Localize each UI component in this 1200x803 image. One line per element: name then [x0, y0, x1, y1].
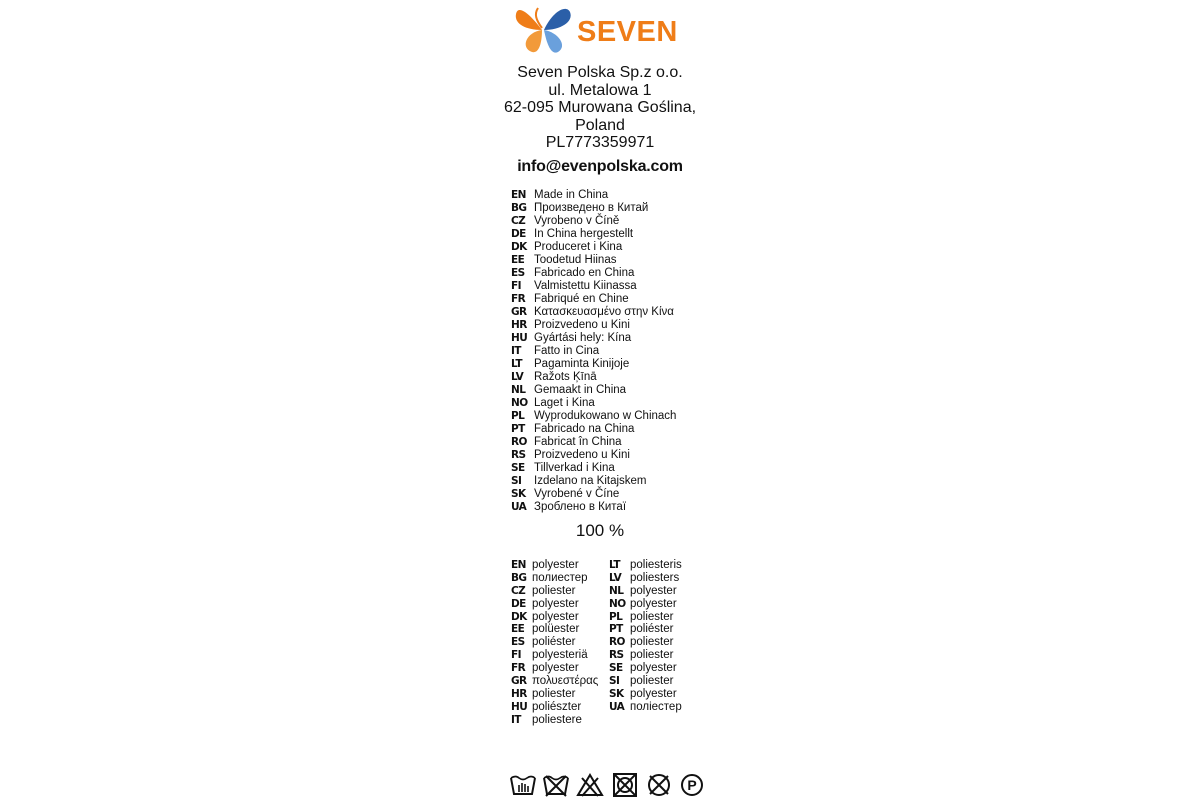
- list-item: [609, 701, 682, 714]
- language-code: GR: [511, 675, 527, 688]
- list-item: [511, 623, 598, 636]
- do-not-iron-icon: [612, 772, 638, 803]
- translation-text: Fabricat în China: [534, 436, 622, 448]
- translation-text: poliester: [630, 649, 674, 662]
- language-code: IT: [511, 713, 521, 726]
- list-item: [511, 449, 676, 462]
- address-line: Seven Polska Sp.z o.o.: [517, 64, 683, 81]
- professional-clean-p-icon: [679, 772, 705, 803]
- language-code: CZ: [511, 215, 526, 227]
- list-item: [511, 423, 676, 436]
- translation-text: Gyártási hely: Kína: [534, 332, 632, 344]
- language-code: DE: [511, 597, 526, 610]
- language-code: PT: [609, 623, 623, 636]
- language-code: HU: [511, 332, 528, 344]
- language-code: LT: [511, 358, 522, 370]
- language-code: NL: [609, 584, 624, 597]
- translation-text: poliester: [630, 610, 674, 623]
- list-item: [511, 241, 676, 254]
- language-code: SI: [511, 475, 522, 487]
- butterfly-icon: [512, 0, 576, 60]
- language-code: PL: [511, 410, 525, 422]
- language-code: ES: [511, 267, 525, 279]
- translation-text: poliester: [630, 636, 674, 649]
- language-code: NL: [511, 384, 526, 396]
- translation-text: poliesteris: [630, 559, 682, 571]
- translation-text: polyester: [630, 584, 677, 597]
- translation-text: Fabricado en China: [534, 267, 635, 279]
- language-code: DE: [511, 228, 526, 240]
- translation-text: поліестер: [630, 700, 682, 713]
- language-code: UA: [511, 501, 527, 513]
- translation-text: Ražots Ķīnā: [534, 371, 597, 383]
- language-code: LV: [609, 571, 622, 584]
- product-label: [495, 0, 705, 800]
- translation-text: polyester: [532, 610, 579, 623]
- language-code: RS: [609, 649, 624, 662]
- address-line: PL7773359971: [545, 134, 655, 151]
- list-item: [511, 488, 676, 501]
- list-item: [511, 319, 676, 332]
- translation-text: Laget i Kina: [534, 397, 595, 409]
- list-item: [511, 611, 598, 624]
- language-code: EE: [511, 623, 525, 636]
- translation-text: polyester: [630, 687, 677, 700]
- language-code: EE: [511, 254, 525, 266]
- language-code: SK: [511, 488, 526, 500]
- translation-text: poliéster: [630, 623, 674, 636]
- list-item: [511, 688, 598, 701]
- list-item: [511, 267, 676, 280]
- language-code: PL: [609, 610, 623, 623]
- list-item: [609, 688, 682, 701]
- list-item: [511, 475, 676, 488]
- list-item: [609, 649, 682, 662]
- translation-text: Vyrobeno v Číně: [534, 215, 620, 227]
- language-code: FI: [511, 649, 521, 662]
- list-item: [609, 598, 682, 611]
- translation-text: poliester: [630, 675, 674, 688]
- translation-text: Valmistettu Kiinassa: [534, 280, 637, 292]
- translation-text: Fatto in Cina: [534, 345, 600, 357]
- do-not-tumble-dry-icon: [576, 772, 604, 803]
- material-list-left: [511, 559, 598, 727]
- material-list-right: [609, 559, 682, 714]
- language-code: FI: [511, 280, 521, 292]
- do-not-dry-clean-icon: [646, 772, 672, 803]
- translation-text: Wyprodukowano w Chinach: [534, 410, 677, 422]
- translation-text: Tillverkad i Kina: [534, 462, 615, 474]
- translation-text: полиестер: [532, 571, 588, 584]
- list-item: [511, 189, 676, 202]
- list-item: [511, 202, 676, 215]
- list-item: [511, 345, 676, 358]
- language-code: EN: [511, 189, 526, 201]
- list-item: [511, 462, 676, 475]
- list-item: [511, 410, 676, 423]
- list-item: [609, 559, 682, 572]
- translation-text: Pagaminta Kinijoje: [534, 358, 630, 370]
- language-code: HR: [511, 319, 527, 331]
- list-item: [511, 254, 676, 267]
- translation-text: polyester: [532, 597, 579, 610]
- language-code: IT: [511, 345, 521, 357]
- do-not-bleach-icon: [542, 772, 570, 803]
- language-code: RS: [511, 449, 526, 461]
- translation-text: polyester: [630, 597, 677, 610]
- list-item: [609, 585, 682, 598]
- list-item: [511, 397, 676, 410]
- list-item: [511, 559, 598, 572]
- list-item: [511, 436, 676, 449]
- language-code: NO: [609, 597, 626, 610]
- translation-text: poliéster: [532, 636, 576, 649]
- list-item: [511, 714, 598, 727]
- list-item: [609, 636, 682, 649]
- language-code: HU: [511, 700, 528, 713]
- translation-text: polyester: [532, 559, 579, 571]
- list-item: [609, 662, 682, 675]
- translation-text: πολυεστέρας: [532, 675, 599, 688]
- translation-text: polüester: [532, 623, 580, 636]
- language-code: SI: [609, 675, 620, 688]
- translation-text: Produceret i Kina: [534, 241, 623, 253]
- language-code: HR: [511, 687, 527, 700]
- list-item: [511, 662, 598, 675]
- translation-text: polyesteriä: [532, 649, 588, 662]
- list-item: [511, 585, 598, 598]
- translation-text: Gemaakt in China: [534, 384, 627, 396]
- list-item: [511, 384, 676, 397]
- translation-text: Fabricado na China: [534, 423, 635, 435]
- language-code: DK: [511, 610, 527, 623]
- hand-wash-icon: [509, 772, 537, 803]
- list-item: [609, 675, 682, 688]
- list-item: [609, 623, 682, 636]
- translation-text: Izdelano na Kitajskem: [534, 475, 647, 487]
- list-item: [511, 501, 676, 514]
- language-code: RO: [511, 436, 527, 448]
- company-address: [495, 64, 705, 152]
- care-p-letter: P: [687, 777, 697, 793]
- list-item: [511, 649, 598, 662]
- address-line: Poland: [575, 116, 625, 134]
- translation-text: Proizvedeno u Kini: [534, 449, 630, 461]
- list-item: [511, 371, 676, 384]
- translation-text: Произведено в Китай: [534, 202, 649, 214]
- language-code: NO: [511, 397, 528, 409]
- list-item: [511, 598, 598, 611]
- translation-text: Fabriqué en Chine: [534, 293, 629, 305]
- list-item: [511, 228, 676, 241]
- language-code: PT: [511, 423, 525, 435]
- list-item: [511, 306, 676, 319]
- translation-text: Κατασκευασμένο στην Κίνα: [534, 306, 674, 318]
- language-code: GR: [511, 306, 527, 318]
- list-item: [609, 572, 682, 585]
- translation-text: Proizvedeno u Kini: [534, 319, 630, 331]
- translation-text: poliestere: [532, 713, 582, 726]
- translation-text: poliester: [532, 584, 576, 597]
- language-code: FR: [511, 662, 526, 675]
- language-code: DK: [511, 241, 527, 253]
- translation-text: poliesters: [630, 571, 680, 584]
- language-code: SE: [511, 462, 525, 474]
- translation-text: Зроблено в Китаї: [534, 501, 627, 513]
- contact-email: info@evenpolska.com: [517, 158, 683, 175]
- language-code: UA: [609, 700, 625, 713]
- address-line: ul. Metalowa 1: [548, 81, 652, 99]
- list-item: [511, 701, 598, 714]
- list-item: [511, 215, 676, 228]
- translation-text: Made in China: [534, 189, 609, 201]
- country-of-origin-list: [511, 189, 676, 514]
- list-item: [511, 358, 676, 371]
- list-item: [511, 280, 676, 293]
- language-code: ES: [511, 636, 525, 649]
- language-code: FR: [511, 293, 526, 305]
- list-item: [511, 636, 598, 649]
- seven-logo: [512, 0, 692, 60]
- translation-text: Vyrobené v Číne: [534, 488, 620, 500]
- language-code: RO: [609, 636, 625, 649]
- list-item: [511, 332, 676, 345]
- translation-text: poliészter: [532, 700, 582, 713]
- language-code: SK: [609, 687, 624, 700]
- translation-text: polyester: [630, 662, 677, 675]
- language-code: LV: [511, 371, 524, 383]
- translation-text: polyester: [532, 662, 579, 675]
- language-code: BG: [511, 571, 527, 584]
- list-item: [511, 675, 598, 688]
- address-line: 62-095 Murowana Goślina,: [503, 99, 697, 116]
- list-item: [609, 611, 682, 624]
- translation-text: In China hergestellt: [534, 228, 634, 240]
- list-item: [511, 572, 598, 585]
- composition-percent: 100 %: [575, 521, 625, 540]
- brand-name: SEVEN: [577, 16, 678, 48]
- list-item: [511, 293, 676, 306]
- language-code: BG: [511, 202, 527, 214]
- language-code: LT: [609, 559, 620, 571]
- translation-text: Toodetud Hiinas: [534, 254, 617, 266]
- language-code: CZ: [511, 584, 526, 597]
- language-code: EN: [511, 559, 526, 571]
- language-code: SE: [609, 662, 623, 675]
- translation-text: poliester: [532, 687, 576, 700]
